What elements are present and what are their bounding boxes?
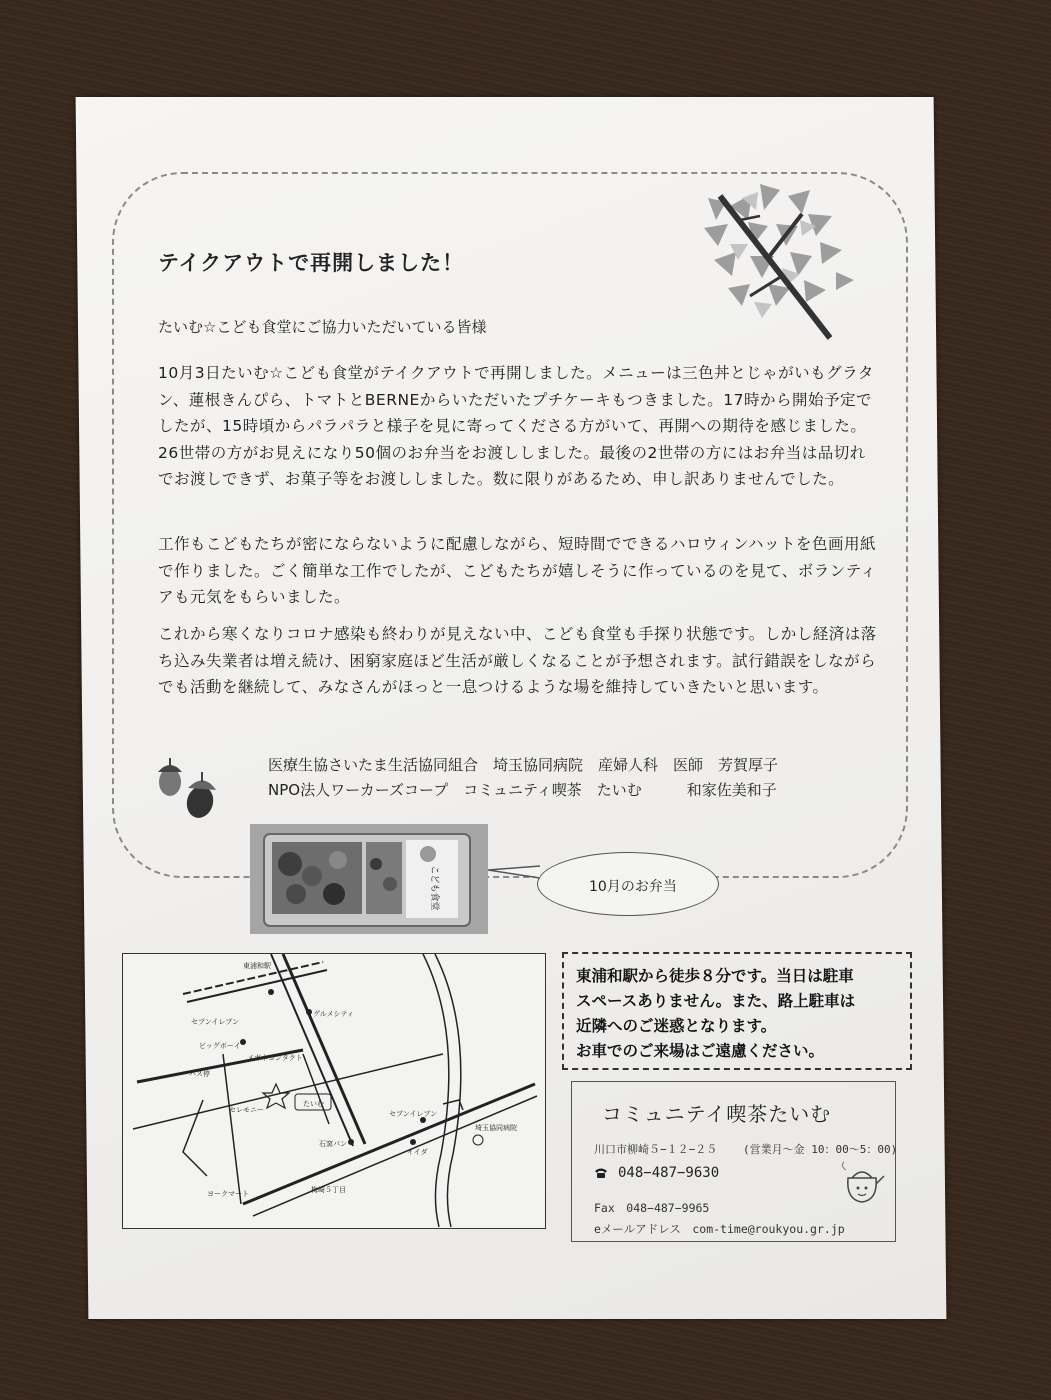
- shop-email: eメールアドレス com-time@roukyou.gr.jp: [594, 1222, 845, 1236]
- acorn-icon: [150, 748, 230, 828]
- page-title: テイクアウトで再開しました！: [158, 251, 465, 275]
- map-label-bigboy: ビッグボーイ: [199, 1042, 241, 1050]
- shop-tel: 048−487−9630: [618, 1165, 720, 1181]
- map-label-umesaki: 梅崎５丁目: [311, 1186, 346, 1194]
- kettle-icon: [838, 1156, 886, 1206]
- map-label-megane: メガネコンタクト: [247, 1054, 303, 1062]
- bento-photo: [250, 824, 488, 934]
- body-paragraph: 工作もこどもたちが密にならないように配慮しながら、短時間でできるハロウィンハットを色画用紙で作りました。ごく簡単な工作でしたが、こどもたちが嬉しそうに作っているのを見て、ボランティアも元気をもらいました。: [158, 535, 877, 606]
- shop-hours: (営業月〜金 10：00〜5：00): [743, 1143, 898, 1156]
- body-paragraph: これから寒くなりコロナ感染も終わりが見えない中、こども食堂も手探り状態です。しかし経済は落ち込み失業者は増え続け、困窮家庭ほど生活が厳しくなることが予想されます。試行錯誤をしながらでも活動を継続して、みなさんがほっと一息つけるような場を維持していきたいと思います。: [158, 625, 877, 696]
- signature-line: 医療生協さいたま生活協同組合 埼玉協同病院 産婦人科 医師 芳賀厚子: [268, 756, 779, 774]
- ginkgo-tree-illustration: [690, 176, 860, 346]
- access-map: [122, 953, 546, 1229]
- map-label-seven2: セブンイレブン: [389, 1110, 438, 1118]
- map-label-iida: イイダ: [407, 1148, 428, 1156]
- map-label-hospital: 埼玉協同病院: [475, 1124, 517, 1132]
- notice-line: 東浦和駅から徒歩８分です。当日は駐車: [576, 967, 854, 985]
- signature-line: NPO法人ワーカーズコープ コミュニティ喫茶 たいむ 和家佐美和子: [268, 781, 777, 799]
- map-label-ceremony: セレモニー: [229, 1106, 264, 1114]
- map-label-gourmet: グルメシティ: [313, 1010, 355, 1018]
- notice-line: スペースありません。また、路上駐車は: [576, 992, 856, 1010]
- parking-notice: [562, 952, 912, 1070]
- map-label-bus: バス停: [189, 1070, 210, 1078]
- photo-label: こども食堂: [429, 865, 439, 911]
- bubble-tail: [488, 856, 548, 886]
- shop-address: 川口市柳崎５−１２−２５: [594, 1143, 718, 1156]
- photo-caption: 10月のお弁当: [589, 879, 677, 895]
- notice-line: 近隣へのご迷惑となります。: [576, 1017, 777, 1035]
- body-paragraph: 10月3日たいむ☆こども食堂がテイクアウトで再開しました。メニューは三色丼とじゃがいもグラタン、蓮根きんぴら、トマトとBERNEからいただいたプチケーキもつきました。17時から開始予定でしたが、15時頃からパラパラと様子を見に寄ってくださる方がいて、再開への期待を感じました。26世帯の方がお見えになり50個のお弁当をお渡ししました。最後の2世帯の方にはお弁当は品切れでお渡しできず、お菓子等をお渡ししました。数に限りがあるため、申し訳ありませんでした。: [158, 364, 874, 488]
- map-label-station: 東浦和駅: [243, 962, 271, 970]
- greeting-line: たいむ☆こども食堂にご協力いただいている皆様: [158, 318, 487, 336]
- shop-fax: Fax 048−487−9965: [594, 1201, 710, 1215]
- map-label-taimu: たいむ: [303, 1100, 324, 1108]
- shop-name: コミュニテイ喫茶たいむ: [602, 1102, 832, 1126]
- map-label-seven: セブンイレブン: [191, 1018, 240, 1026]
- notice-line: お車でのご来場はご遠慮ください。: [576, 1042, 825, 1060]
- map-label-bread: 石窯パン: [319, 1140, 347, 1148]
- map-label-york: ヨークマート: [207, 1190, 249, 1198]
- phone-icon: [594, 1167, 608, 1179]
